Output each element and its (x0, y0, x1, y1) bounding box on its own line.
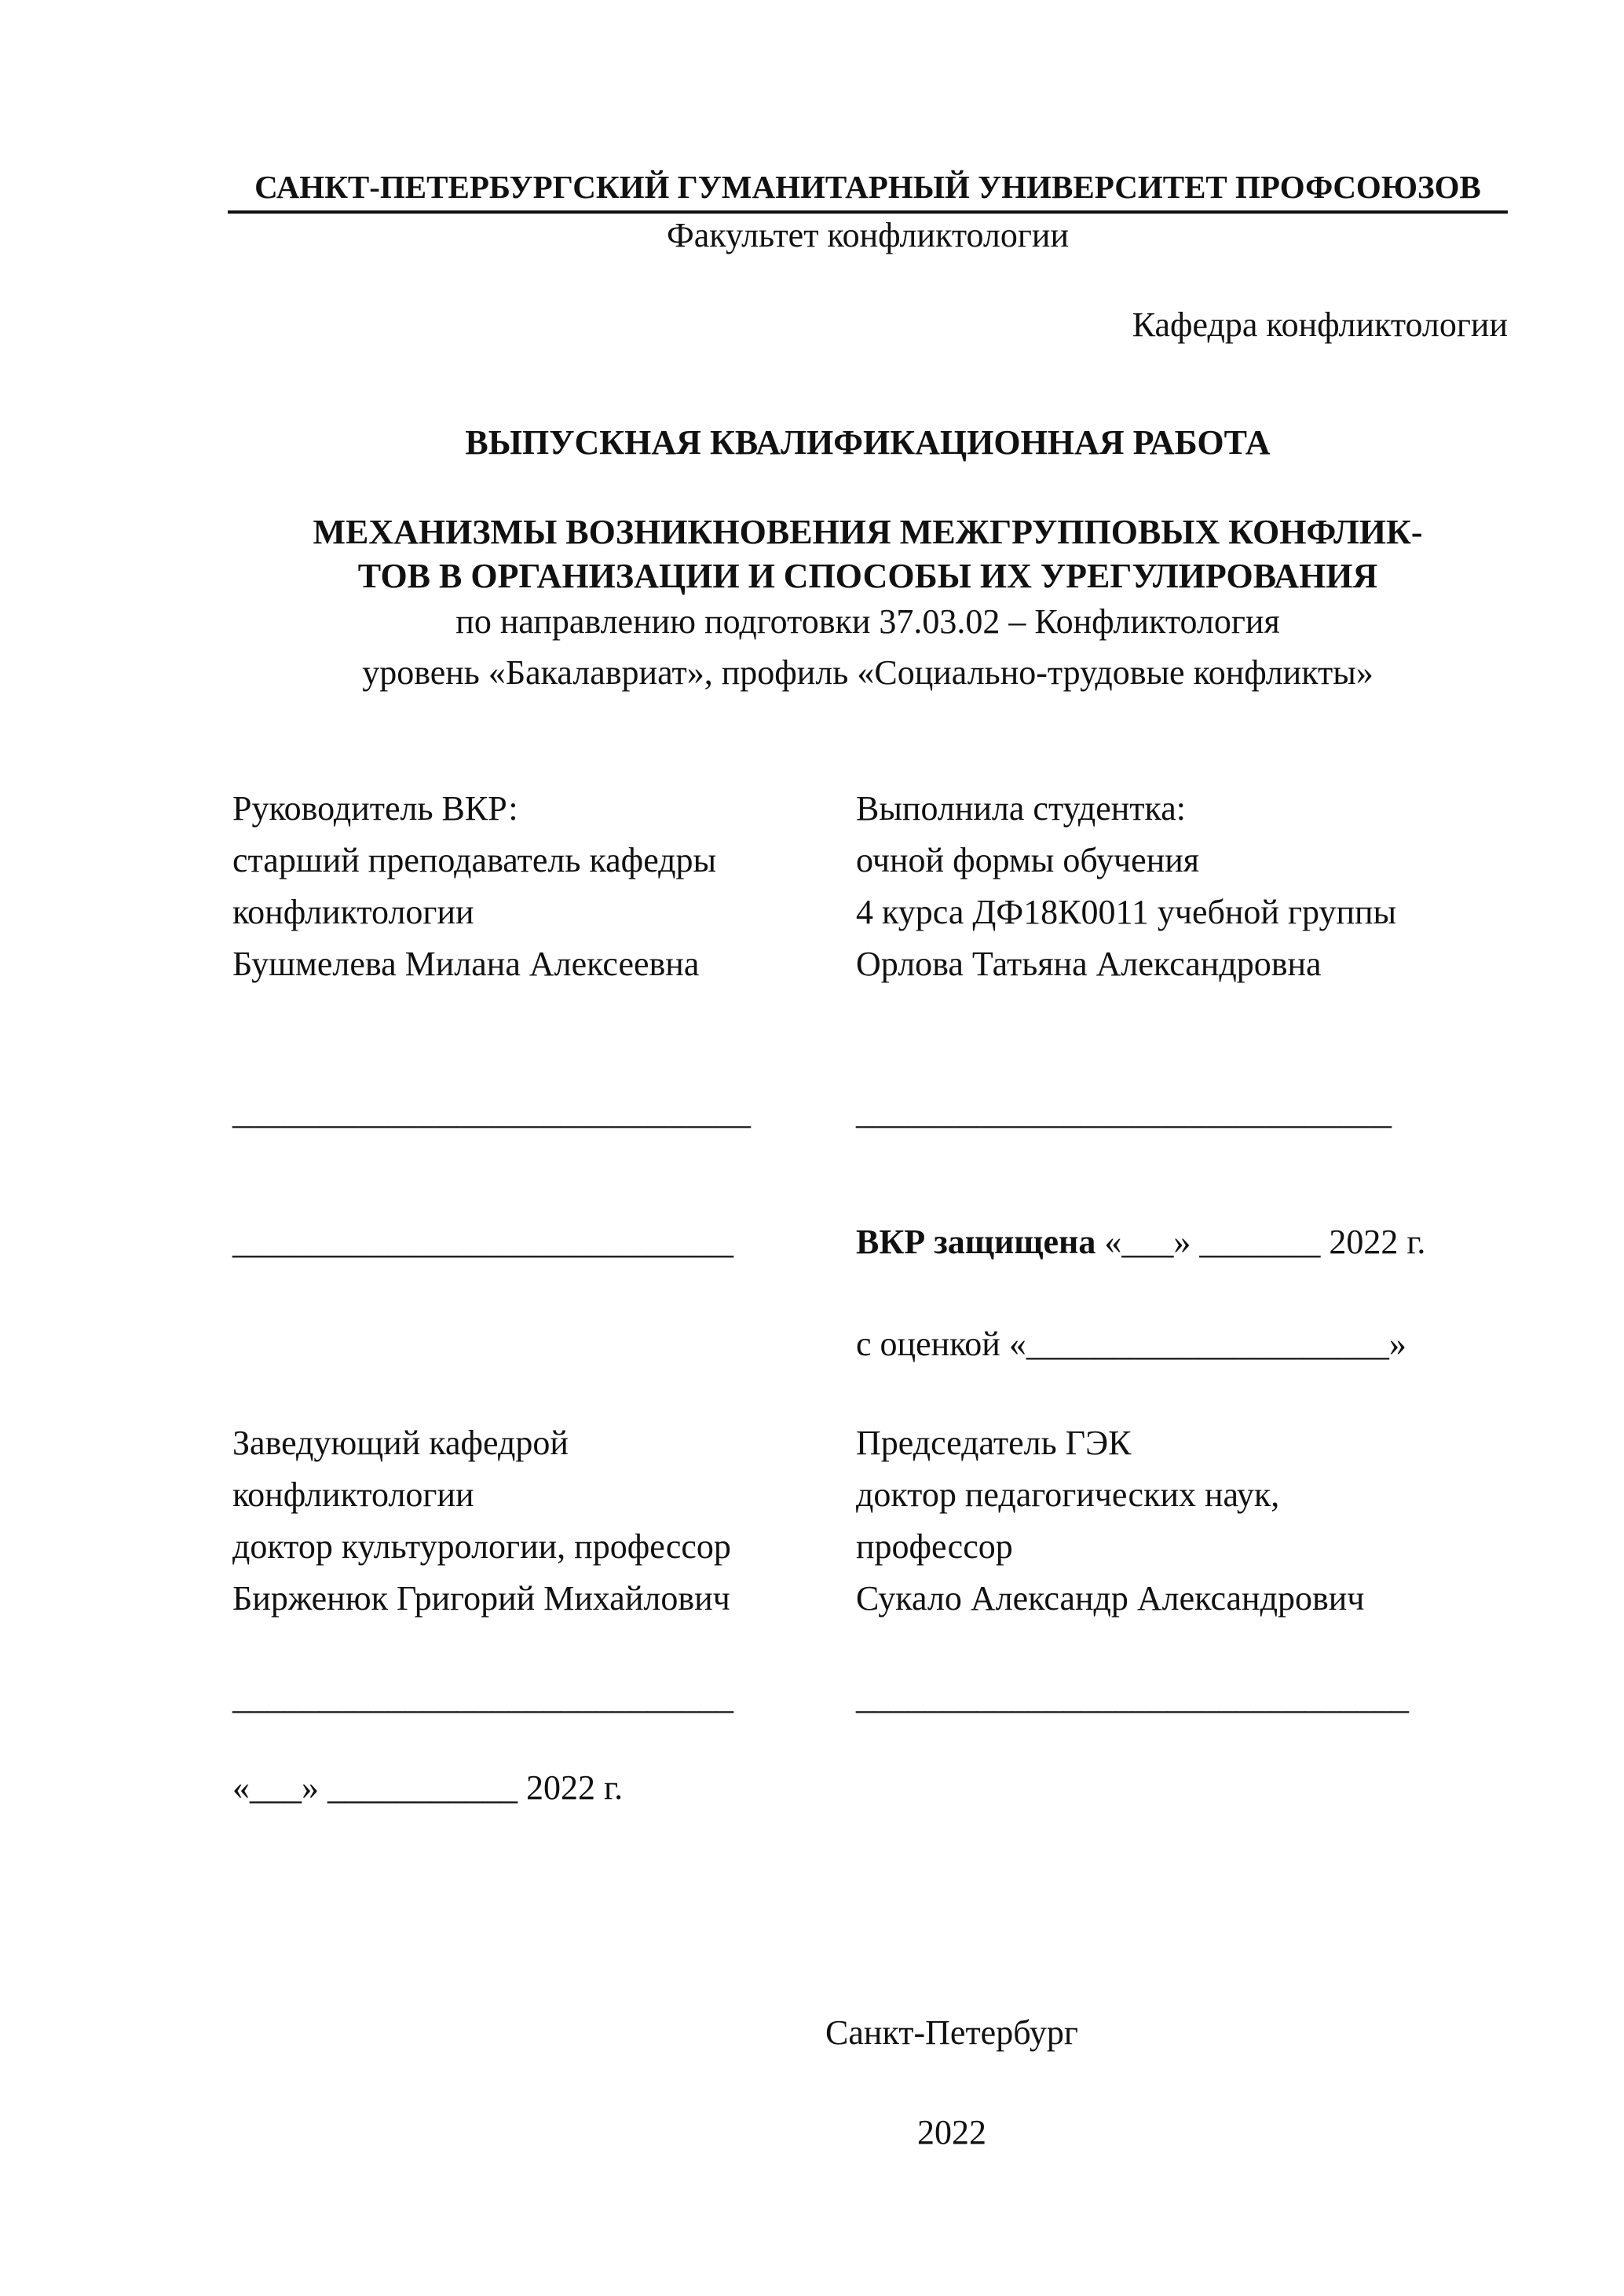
university-name: САНКТ-ПЕТЕРБУРГСКИЙ ГУМАНИТАРНЫЙ УНИВЕРСИТЕТ ПРОФСОЮЗОВ (254, 169, 1481, 205)
document-type: ВЫПУСКНАЯ КВАЛИФИКАЦИОННАЯ РАБОТА (465, 423, 1271, 462)
chairman-degree-line-1: доктор педагогических наук, (856, 1475, 1280, 1514)
supervisor-signature-line: ______________________________ (232, 1093, 751, 1132)
study-level: уровень «Бакалавриат», профиль «Социально-трудовые конфликты» (362, 653, 1373, 692)
supervisor-position-line-2: конфликтологии (232, 893, 474, 931)
head-degree: доктор культурологии, профессор (232, 1527, 731, 1566)
thesis-title-line-1: МЕХАНИЗМЫ ВОЗНИКНОВЕНИЯ МЕЖГРУППОВЫХ КОНФЛИК- (313, 513, 1423, 551)
head-signature-date: «___» ___________ 2022 г. (232, 1768, 624, 1807)
supervisor-position-line-1: старший преподаватель кафедры (232, 841, 717, 879)
student-block (856, 783, 1396, 990)
supervisor-block (232, 783, 716, 990)
defense-date (856, 1225, 1425, 1260)
chairman-name: Сукало Александр Александрович (856, 1579, 1365, 1618)
defense-grade: с оценкой «_____________________» (856, 1325, 1406, 1363)
head-signature-line: _____________________________ (232, 1678, 733, 1717)
chairman-signature-line: ________________________________ (856, 1678, 1409, 1717)
faculty-name: Факультет конфликтологии (666, 216, 1069, 254)
city: Санкт-Петербург (825, 2013, 1078, 2052)
chairman-degree-line-2: профессор (856, 1527, 1013, 1566)
student-signature-line: _______________________________ (856, 1093, 1392, 1132)
supervisor-name: Бушмелева Милана Алексеевна (232, 945, 700, 983)
defense-label: ВКР защищена (856, 1223, 1096, 1261)
head-of-department-block (232, 1417, 731, 1625)
thesis-title (228, 510, 1508, 598)
year: 2022 (917, 2113, 986, 2152)
student-form: очной формы обучения (856, 841, 1200, 879)
student-heading: Выполнила студентка: (856, 789, 1186, 828)
student-name: Орлова Татьяна Александровна (856, 945, 1322, 983)
head-heading: Заведующий кафедрой (232, 1424, 569, 1462)
supervisor-heading: Руководитель ВКР: (232, 789, 518, 828)
head-department: конфликтологии (232, 1475, 474, 1514)
defense-date-blanks: «___» _______ 2022 г. (1095, 1223, 1426, 1261)
student-course: 4 курса ДФ18К0011 учебной группы (856, 893, 1397, 931)
header-divider (228, 210, 1508, 214)
chairman-block (856, 1417, 1364, 1625)
department-name: Кафедра конфликтологии (1132, 305, 1508, 344)
study-direction: по направлению подготовки 37.03.02 – Конфликтология (455, 602, 1280, 641)
chairman-heading: Председатель ГЭК (856, 1424, 1132, 1462)
defense-left-line: _____________________________ (232, 1223, 733, 1261)
thesis-title-line-2: ТОВ В ОРГАНИЗАЦИИ И СПОСОБЫ ИХ УРЕГУЛИРОВАНИЯ (357, 557, 1378, 595)
head-name: Бирженюк Григорий Михайлович (232, 1579, 730, 1618)
